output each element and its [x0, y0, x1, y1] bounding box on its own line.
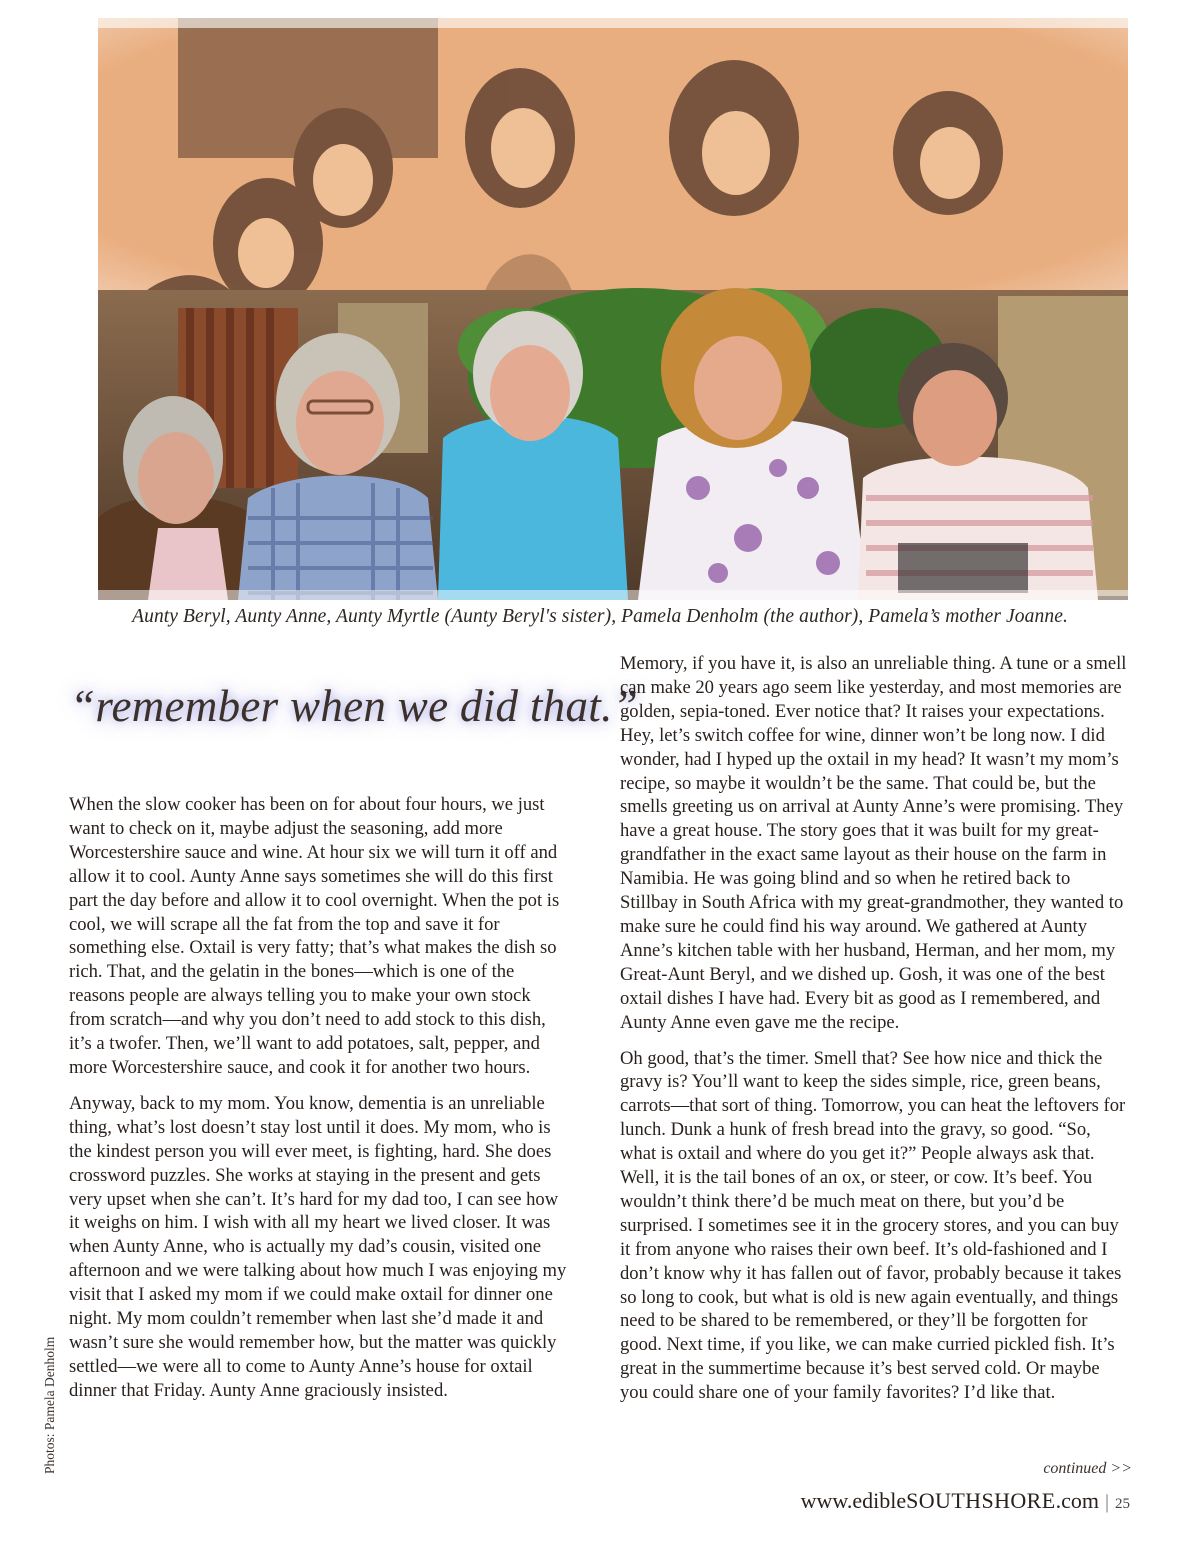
continued-label: continued >> [1043, 1460, 1132, 1477]
footer-url-site: SOUTHSHORE [906, 1488, 1056, 1513]
paragraph: Oh good, that’s the timer. Smell that? See how nice and thick the gravy is? You’ll want to keep the sides simple, rice, green beans, carrots—that sort of thing. Tomorrow, you can heat the leftovers for lunch. Dunk a hunk of fresh bread into the gravy, so good. “So, what is oxtail and where do you get it?” People always ask that. Well, it is the tail bones of an ox, or steer, or cow. It’s beef. You wouldn’t think there’d be much meat on there, but you’d be surprised. I sometimes see it in the grocery stores, and you can buy it from anyone who raises their own beef. It’s old-fashioned and I don’t know why it has fallen out of favor, probably because it takes so long to cook, but what is old is new again eventually, and things need to be shared to be remembered, or they’ll be forgotten for good. Next time, if you like, we can make curried pickled fish. It’s great in the summertime because it’s best served cold. Or maybe you could share one of your family favorites? I’d like that. [620, 1047, 1126, 1404]
footer-url-prefix: www.edible [800, 1488, 907, 1513]
photo-caption: Aunty Beryl, Aunty Anne, Aunty Myrtle (Aunty Beryl's sister), Pamela Denholm (the author), Pamela’s mother Joanne. [132, 606, 1068, 627]
page-footer [801, 1488, 1130, 1514]
footer-url-suffix: .com [1055, 1488, 1099, 1513]
left-column [69, 793, 569, 1403]
page-number: 25 [1115, 1496, 1130, 1512]
paragraph: When the slow cooker has been on for about four hours, we just want to check on it, maybe adjust the seasoning, add more Worcestershire sauce and wine. At hour six we will turn it off and allow it to cool. Aunty Anne says sometimes she will do this first part the day before and allow it to cool overnight. When the pot is cool, we will scrape all the fat from the top and save it for something else. Oxtail is very fatty; that’s what makes the dish so rich. That, and the gelatin in the bones—which is one of the reasons people are always telling you to make your own stock from scratch—and why you don’t need to add stock to this dish, it’s a twofer. Then, we’ll want to add potatoes, salt, pepper, and more Worcestershire sauce, and cook it for another two hours. [69, 794, 560, 1078]
paragraph: Memory, if you have it, is also an unreliable thing. A tune or a smell can make 20 years ago seem like yesterday, and most memories are golden, sepia-toned. Ever notice that? It raises your expectations. Hey, let’s switch coffee for wine, dinner won’t be long now. I did wonder, had I hyped up the oxtail in my head? It wasn’t my mom’s recipe, so maybe it wouldn’t be the same. That could be, but the smells greeting us on arrival at Aunty Anne’s were promising. They have a great house. The story goes that it was built for my great-grandfather in the exact same layout as their house on the farm in Namibia. He was going blind and so when he retired back to Stillbay in South Africa with my great-grandmother, they wanted to make sure he could find his way around. We gathered at Aunty Anne’s kitchen table with her husband, Herman, and her mom, my Great-Aunt Beryl, and we dished up. Gosh, it was one of the best oxtail dishes I have had. Every bit as good as I remembered, and Aunty Anne even gave me the recipe. [620, 653, 1127, 1033]
pull-quote: “remember when we did that.” [70, 681, 638, 731]
footer-separator: | [1104, 1491, 1109, 1513]
paragraph: Anyway, back to my mom. You know, dementia is an unreliable thing, what’s lost doesn’t stay lost until it does. My mom, who is the kindest person you will ever meet, is fighting, hard. She does crossword puzzles. She works at staying in the present and gets very upset when she can’t. It’s hard for my dad too, I can see how it weighs on him. I wish with all my heart we lived closer. It was when Aunty Anne, who is actually my dad’s cousin, visited one afternoon and we were talking about how much I was enjoying my visit that I asked my mom if we could make oxtail for dinner one night. My mom couldn’t remember when last she’d made it and wasn’t sure she would remember how, but the matter was quickly settled—we were all to come to Aunty Anne’s house for oxtail dinner that Friday. Aunty Anne graciously insisted. [69, 1092, 567, 1401]
group-photo-illustration [98, 18, 1128, 600]
header-photo [98, 18, 1128, 600]
photo-credit: Photos: Pamela Denholm [42, 1336, 57, 1474]
right-column [620, 652, 1130, 1405]
